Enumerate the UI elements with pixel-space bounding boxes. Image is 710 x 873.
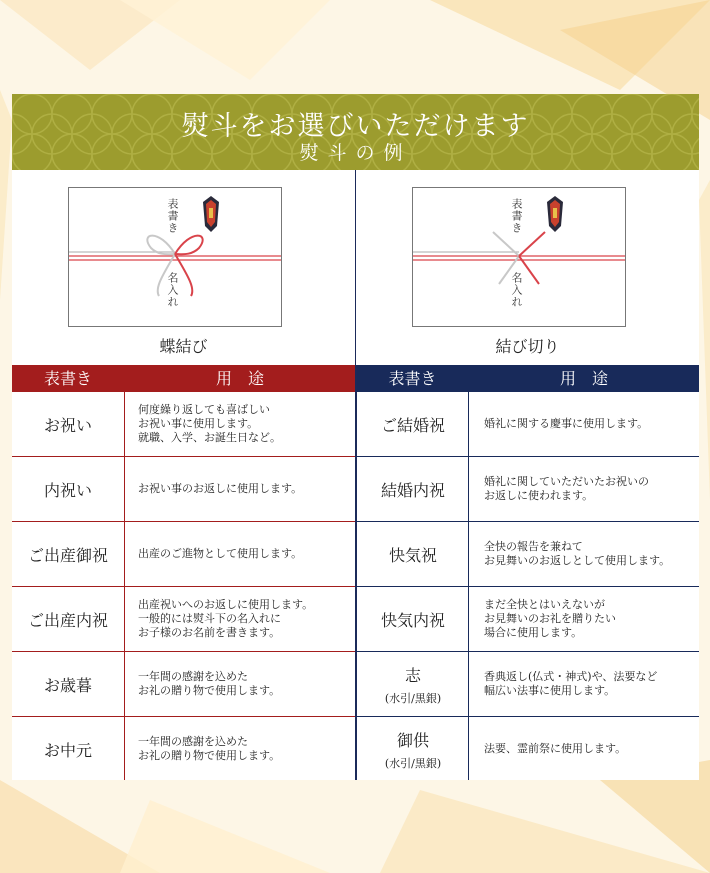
omote-name-text: ご結婚祝: [380, 415, 445, 435]
table-row: [12, 522, 355, 586]
noshi-style-label: 結び切り: [495, 337, 560, 356]
omote-name: [357, 587, 469, 651]
table-row: [357, 652, 699, 716]
purpose-text: 出産のご進物として使用します。: [138, 547, 303, 561]
banner-title: 熨斗をお選びいただけます: [181, 111, 530, 142]
omote-name: [357, 652, 469, 716]
mizuhiki-note: (水引/黒銀): [384, 756, 442, 770]
header-omote: 表書き: [388, 369, 437, 388]
table-row: [357, 457, 699, 521]
name-label: 名入れ: [510, 272, 523, 308]
table-row: [357, 717, 699, 781]
purpose-text: 全快の報告を兼ねて お見舞いのお返しとして使用します。: [484, 540, 671, 567]
header-purpose: 用 途: [215, 369, 264, 388]
omote-name-text: 快気内祝: [380, 610, 445, 630]
table-row: [357, 392, 699, 456]
purpose-text: まだ全快とはいえないが お見舞いのお礼を贈りたい 場合に使用します。: [484, 598, 616, 639]
table-row: [12, 652, 355, 716]
header-purpose: 用 途: [559, 369, 608, 388]
noshi-example-butterfly: [12, 170, 355, 365]
noshi-paper: [68, 187, 282, 327]
right-table-header: [357, 365, 699, 392]
table-row: [12, 392, 355, 456]
left-table: [12, 392, 355, 780]
noshi-paper: [412, 187, 626, 327]
purpose-text: 法要、霊前祭に使用します。: [484, 742, 627, 756]
omote-name-text: 御供: [396, 730, 429, 750]
omote-name-text: 快気祝: [388, 545, 437, 565]
banner: [12, 94, 699, 170]
table-row: [12, 717, 355, 781]
omote-name-text: 結婚内祝: [380, 480, 445, 500]
right-table: [357, 392, 699, 780]
noshi-example-tied: [356, 170, 699, 365]
purpose-text: お祝い事のお返しに使用します。: [138, 482, 303, 496]
noshi-style-label: 蝶結び: [159, 337, 208, 356]
omote-name: ご出産御祝: [27, 545, 108, 565]
purpose-text: 一年間の感謝を込めた お礼の贈り物で使用します。: [138, 670, 281, 697]
noshi-guide-card: [12, 94, 699, 780]
omote-name-text: 志: [404, 665, 421, 685]
mizuhiki-note: (水引/黒銀): [384, 691, 442, 705]
purpose-text: 何度繰り返しても喜ばしい お祝い事に使用します。 就職、入学、お誕生日など。: [138, 403, 281, 444]
omote-name: [357, 392, 469, 456]
omote-name: [357, 717, 469, 781]
table-row: [357, 522, 699, 586]
table-row: [12, 587, 355, 651]
omote-name: [357, 457, 469, 521]
banner-subtitle: 熨斗の例: [299, 142, 412, 164]
left-table-header: [12, 365, 355, 392]
omote-name: [357, 522, 469, 586]
name-label: 名入れ: [166, 272, 179, 308]
omote-name: お祝い: [43, 415, 92, 435]
omote-name: ご出産内祝: [27, 610, 108, 630]
omote-name: 内祝い: [43, 480, 92, 500]
table-row: [357, 587, 699, 651]
omote-name: お中元: [43, 740, 92, 760]
omote-name: お歳暮: [43, 675, 92, 695]
purpose-text: 一年間の感謝を込めた お礼の贈り物で使用します。: [138, 735, 281, 762]
purpose-text: 香典返し(仏式・神式)や、法要など 幅広い法事に使用します。: [484, 670, 658, 697]
purpose-text: 婚礼に関していただいたお祝いの お返しに使われます。: [484, 475, 649, 502]
purpose-text: 出産祝いへのお返しに使用します。 一般的には熨斗下の名入れに お子様のお名前を書きます。: [138, 598, 314, 639]
header-omote: 表書き: [43, 369, 92, 388]
omote-label: 表書き: [510, 198, 523, 234]
omote-label: 表書き: [166, 198, 179, 234]
purpose-text: 婚礼に関する慶事に使用します。: [484, 417, 649, 431]
table-row: [12, 457, 355, 521]
